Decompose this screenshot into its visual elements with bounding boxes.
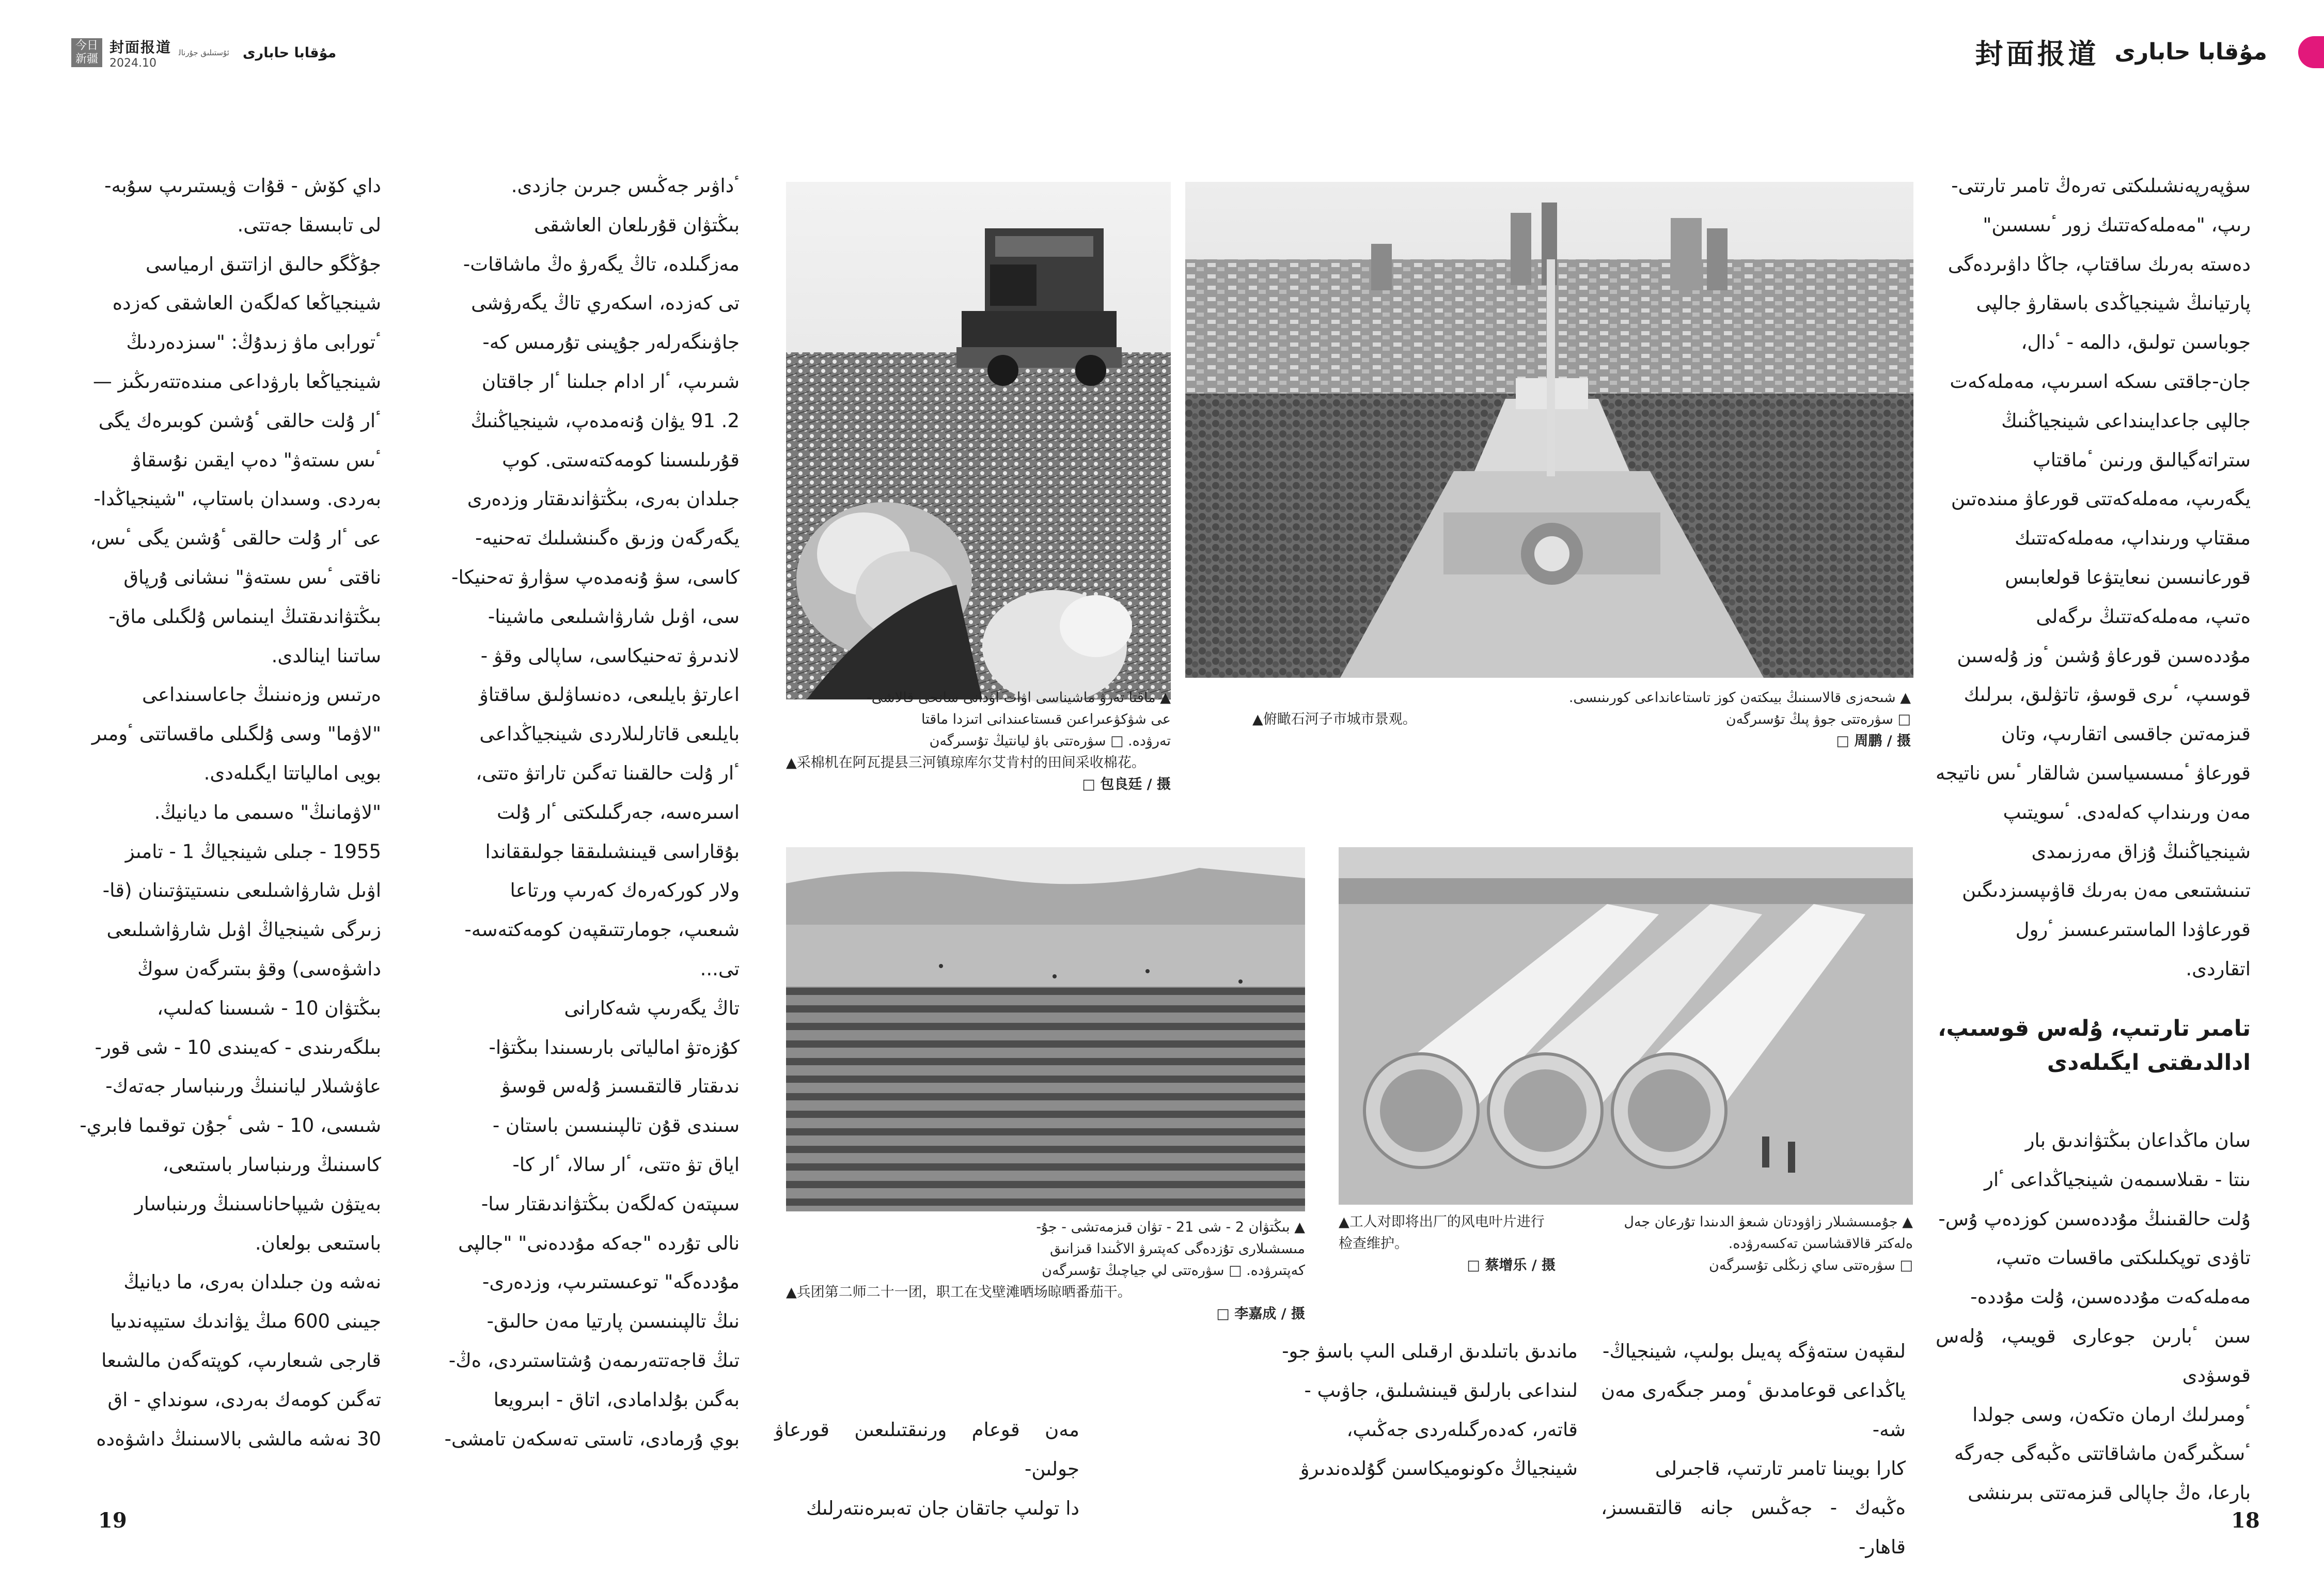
body-line: ەڭبەك - جەڭىس جانە قالتقىسىز، قاھار- <box>1601 1497 1906 1558</box>
body-line: سىندى قۇن تالپىنىسىن باستان - <box>492 1114 740 1137</box>
body-line: جوباسىن تولىق، دالمە - ٴدال، <box>2021 331 2251 354</box>
body-line: بىڭتۋاندىقتىڭ ايىنماس ۇلگىلى ماق- <box>108 605 381 628</box>
body-line: قىزمەتىن جاقسى اتقارىپ، وتان <box>2001 723 2251 745</box>
body-line: جان-جاقتى ىسكە اسىرىپ، مەملەكەت <box>1950 370 2251 393</box>
body-line: نىڭ تالپىنىسىن پارتيا مەن حالىق- <box>486 1310 740 1333</box>
wind-photo-caption <box>1339 1211 1913 1276</box>
page-number-left: 19 <box>98 1508 127 1533</box>
body-line: ﺩﺍﻱ ﻛﯚﺵ - ﻗﯘﺍﺕ ﯞﻳﺴﺘﯩﺮﯨﭗ ﺳﯘﺑﻪ- <box>104 175 381 197</box>
body-line: ٴداۋىر جەڭىس جىرىن جازدى. <box>511 175 740 197</box>
subheading-line: ادالدىقتى ايگىلەدى <box>2047 1050 2251 1076</box>
body-line: بىلگەرىندى - كەيىندى 10 - شى قور- <box>95 1036 381 1058</box>
body-line: ەرتىس وزەنىنىڭ جاعاسىنداعى <box>142 683 381 706</box>
body-line: بىڭتۋان 10 - شىسىنا كەلىپ، <box>156 997 381 1019</box>
body-column-right-top <box>1936 166 2251 1008</box>
body-line: بوي ۇرمادى، تاستى تەسكەن تامشى- <box>444 1427 740 1450</box>
caption-ug-line: ▲ شىحەزى قالاسىنىڭ بيىكتەن كوز تاستاعانداعى كورىنىسى. <box>1568 690 1911 706</box>
body-line: داشۋەسى) وقۋ بىتىرگەن سوڭ <box>137 957 381 980</box>
body-line: تاڭ يگەرىپ شەكارانى <box>564 997 740 1019</box>
body-line: يگەرگەن وزىق ەگىنشىلىك تەحنيە- <box>475 527 740 550</box>
body-column-a <box>71 166 381 1504</box>
caption-zh: ▲工人对即将出厂的风电叶片进行检查维护。 <box>1339 1214 1545 1252</box>
body-line: جالپى جاعدايىنداعى شينجياڭنىڭ <box>2001 409 2251 432</box>
body-line: سۋپەرپەنشىلىكتى تەرەڭ تامىر تارتتى- <box>1951 175 2251 197</box>
body-line: پارتيانىڭ شينجياڭدى باسقارۋ جالپى <box>1976 292 2251 315</box>
tomato-drying-field-photo <box>786 847 1305 1211</box>
body-line: تاۋدى توپكىلىكتى ماقسات ەتىپ، <box>1995 1247 2251 1269</box>
body-line: ٴىس ىستەۋ" دەپ ايقىن نۇسقاۋ <box>132 448 381 471</box>
caption-ug-line: □ سۋرەتتى ساي زىڭلى تۇسىرگەن <box>1709 1257 1913 1273</box>
section-title-ug: ﻣﯘﻗﺎﺑﺎ ﺣﺎﺑﺎﺭﻯ <box>242 44 337 61</box>
issue-date: 2024.10 <box>109 56 156 70</box>
body-line: بۇقاراسى قيىنشىلىققا جولىققاندا <box>485 840 740 863</box>
body-line: ٴار ۇلت حالقىنا تەگىن تاراتۋ ەتتى، <box>476 761 740 784</box>
body-line: زىرگى شينجياڭ اۋىل شارۋاشىلىعى <box>106 918 381 941</box>
body-line: شينجياڭنىڭ ۇزاق مەرزىمدى <box>2031 840 2251 863</box>
city-aerial-photo <box>1185 182 1913 678</box>
body-line: شىرىپ، ٴار ادام جىلىنا ٴار جاقتان <box>481 370 740 393</box>
body-line: عى ٴار ۇلت حالقى ٴۇشىن يگى ٴىس، <box>90 527 381 550</box>
body-column-right-bottom <box>1936 1121 2251 1503</box>
body-line: مۇددەسىن قورعاۋ ۇشىن ٴوز ۇلەسىن <box>1957 644 2251 667</box>
body-line: ستراتەگيالىق ورنىن ٴماقتاپ <box>2032 448 2251 471</box>
body-line: مەزگىلدە، تاڭ يگەرۋ ەڭ ماشاقات- <box>463 253 740 275</box>
subheading-line: تامىر تارتىپ، ۇلەس قوسىپ، <box>1938 1016 2251 1041</box>
body-line: كارا بويىنا تامىر تارتىپ، قاجىرلى <box>1655 1457 1906 1480</box>
cotton-harvester-photo <box>786 182 1171 699</box>
photo-credit: □ 李嘉成 / 摄 <box>1216 1306 1305 1322</box>
city-photo-caption <box>1252 687 1911 752</box>
body-line: شينجياڭعا كەلگەن العاشقى كەزدە <box>112 292 381 315</box>
photo-credit: □ 蔡增乐 / 摄 <box>1467 1257 1556 1273</box>
body-line: قارجى شىعارىپ، كوپتەگەن مالشىعا <box>101 1349 381 1372</box>
body-line: اۋىل شارۋاشىلىعى ىنستيتۋتىنان (قا- <box>102 879 381 902</box>
body-line: بارعا، ەڭ جاپالى قىزمەتتى بىرىنشى <box>1968 1482 2251 1504</box>
body-line: نالى تۇردە "جەكە مۇددەنى" "جالپى <box>458 1232 740 1254</box>
body-line: تى كەزدە، اسكەري تاڭ يگەرۋشى <box>471 292 740 315</box>
body-line: قورعاۋ ٴمىسسياسىن شالقار ٴىس ناتيجە <box>1936 761 2251 784</box>
body-line: بەگىن بۇلدامادى، اتاق - ابىرويعا <box>493 1388 740 1411</box>
body-line: اياق تۋ ەتتى، ٴار سالا، ٴار كا- <box>512 1153 740 1176</box>
caption-ug-line: تەرۋدە. □ سۋرەتتى باۋ ليانتيڭ تۇسىرگەن <box>929 733 1171 749</box>
page-number-right: 18 <box>2231 1508 2260 1533</box>
body-line: نەشە ون جىلدان بەرى، ما ديانيڭ <box>123 1271 381 1294</box>
body-line: تىنىشتىعى مەن بەرىك قاۋىپسىزدىگىن <box>1962 879 2251 902</box>
body-line: مەملەكەت مۇددەسىن، ۇلت مۇددە- <box>1970 1286 2251 1309</box>
body-line: شىسى، 10 - شى ٴجۇن توقىما فابري- <box>80 1114 381 1137</box>
section-title-ug: ﻣﯘﻗﺎﺑﺎ ﺣﺎﺑﺎﺭﻯ <box>2114 39 2267 65</box>
body-line: جۇڭگو حالىق ازاتتىق ارمياسى <box>145 253 381 275</box>
photo-credit: □ 周鹏 / 摄 <box>1836 733 1911 749</box>
body-line: ياڭداعى قوعامدىق ٴومىر جىگەرى مەن شە- <box>1601 1379 1906 1441</box>
body-line: سى، اۋىل شارۋاشىلىعى ماشينا- <box>488 605 740 628</box>
caption-ug-line: ەلەكتر قالاقشاسىن تەكسەرۋدە. <box>1728 1236 1913 1252</box>
body-line: قۇرىلىسىنا كومەكتەستى. كوپ <box>502 448 740 471</box>
body-column-c-bottom <box>775 1410 1079 1519</box>
body-line: تى... <box>700 957 740 980</box>
body-line: ماندىق باتىلدىق ارقىلى الىپ باسۋ جو- <box>1282 1340 1578 1362</box>
body-line: مىقتاپ ورىنداپ، مەملەكەتتىك <box>2015 527 2251 550</box>
body-line: تەگىن كومەك بەردى، سونداي - اق <box>107 1388 381 1411</box>
body-line: قورعاۋدا الماستىرعىسىز ٴرول <box>2015 918 2251 941</box>
body-line: ولار كوركەرەك كەرىپ ورتاعا <box>510 879 740 902</box>
body-line: كۇزەتۋ امالياتى بارىسىندا بىڭتۋا- <box>489 1036 740 1058</box>
body-line: ەتىپ، مەملەكەتتىڭ ىرگەلى <box>2036 605 2251 628</box>
body-line: ۇلت حالقىنىڭ مۇددەسىن كوزدەپ ۇس- <box>1938 1207 2251 1230</box>
caption-ug-line: ▲ بىڭتۋان 2 - شى 21 - تۋان قىزمەتشى - جۇ- <box>1036 1219 1305 1235</box>
body-line: جىلدان بەرى، بىڭتۋاندىقتار وزدەرى <box>467 488 740 510</box>
body-line: كاسى، سۋ ۇنەمدەپ سۋارۋ تەحنيكا- <box>451 566 740 588</box>
right-page-header <box>1975 32 2267 72</box>
section-title: 封面报道 <box>109 38 172 56</box>
body-line: سىن ٴبارىن جوعارى قويىپ، ۇلەس قوسۋدى <box>1936 1325 2251 1387</box>
body-line: شىعىپ، جومارتتىقپەن كومەكتەسە- <box>464 918 740 941</box>
body-line: باستىعى بولعان. <box>255 1232 381 1254</box>
left-page-header <box>71 37 336 68</box>
body-line: اعارتۋ بايلىعى، دەنساۋلىق ساقتاۋ <box>479 683 740 706</box>
body-line: دا تولىپ جاتقان جان تەبىرەنتەرلىك <box>806 1497 1079 1519</box>
section-title: 封面报道 <box>1975 37 2099 70</box>
body-line: رىپ، "مەملەكەتتىك زور ٴىسسىن" <box>1983 213 2251 236</box>
body-line: بەيتۋن شيپاحاناسىنىڭ ورىنباسار <box>134 1192 381 1215</box>
body-line: قاتەر، كەدەرگىلەردى جەڭىپ، <box>1346 1418 1578 1441</box>
section-subheading <box>1936 1011 2251 1080</box>
body-line: كاسىنىڭ ورىنباسار باستىعى، <box>162 1153 381 1176</box>
body-column-b <box>430 166 740 1504</box>
body-line: ندىقتار قالتقىسىز ۇلەس قوسۋ <box>501 1075 740 1098</box>
body-line: ناقتى ٴىس ىستەۋ" نىشانى ۇرپاق <box>123 566 381 588</box>
body-line: ٴار ۇلت حالقى ٴۇشىن كوبىرەك يگى <box>98 409 381 432</box>
body-line: عاۋشىلار ليانىنىڭ ورىنباسار جەتەك- <box>105 1075 381 1098</box>
caption-ug-line: ▲ جۇمىسشىلار زاۋودتان شىعۋ الدىندا تۇرعان جەل <box>1624 1214 1913 1230</box>
caption-zh: ▲兵团第二师二十一团，职工在戈壁滩晒场晾晒番茄干。 <box>786 1284 1132 1300</box>
body-line: قورعانىسىن نىعايتۋعا قولعابىس <box>2005 566 2251 588</box>
body-line: سىپتەن كەلگەن بىڭتۋاندىقتار سا- <box>481 1192 740 1215</box>
cotton-photo-caption <box>786 687 1171 796</box>
body-line: مەن قوعام ورنىقتىلىعىن قورعاۋ جولىن- <box>775 1419 1079 1480</box>
body-line: بىڭتۋان قۇرىلعان العاشقى <box>534 213 740 236</box>
body-line: يگەرىپ، مەملەكەتتى قورعاۋ مىندەتىن <box>1951 488 2251 510</box>
body-line: 2. 91 يۋان ۇنەمدەپ، شينجياڭنىڭ <box>470 409 740 432</box>
body-line: دەستە بەرىك ساقتاپ، جاڭا داۋىردەگى <box>1948 253 2251 275</box>
field-photo-caption <box>786 1217 1305 1325</box>
body-line: ساتىنا اينالدى. <box>271 644 381 667</box>
body-line: ٴومىرلىك ارمان ەتكەن، وسى جولدا <box>1972 1403 2251 1426</box>
body-line: اسىرەسە، جەرگىلىكتى ٴار ۇلت <box>497 801 740 823</box>
body-line: سان ماڭداعان بىڭتۋاندىق بار <box>2025 1129 2251 1151</box>
body-line: بەردى. وسىدان باستاپ، "شينجياڭدا- <box>93 488 381 510</box>
magazine-logo: 今日新疆 <box>71 38 102 67</box>
body-line: مەن ورىنداپ كەلەدى. ٴسويتىپ <box>2003 801 2251 823</box>
body-line: بايلىعى قاتارلىلاردى شينجياڭداعى <box>479 723 740 745</box>
caption-ug-line: مىسشىلارى تۇزدەگى كەپتىرۋ الاڭىندا قىزانىق <box>1049 1241 1305 1257</box>
caption-ug-line: عى شۋكۋعىراعىن قىستاعىندانى اتىزدا ماقتا <box>921 711 1171 727</box>
section-tab-marker <box>2298 36 2324 68</box>
body-column-right-mid <box>1601 1332 1906 1558</box>
body-line: مۇددەگە" توعىستىرىپ، وزدەرى- <box>482 1271 740 1294</box>
caption-ug-line: ▲ ماقتا تەرۋ ماشيناسى اۋات اۋدانى سانحى قالاشى- <box>866 690 1171 706</box>
body-line: لىقپەن ستەۋگە پەيىل بولىپ، شينجياڭ- <box>1603 1340 1906 1362</box>
body-line: اتقاردى. <box>2186 957 2251 980</box>
caption-ug-line: كەپتىرۋدە. □ سۋرەتتى لي جياچىڭ تۇسىرگەن <box>1042 1263 1305 1279</box>
photo-credit: □ 包良廷 / 摄 <box>1082 776 1171 792</box>
body-line: لى تابىسقا جەتتى. <box>237 213 381 236</box>
body-line: "لاۋما" وسى ۇلگىلى ماقساتتى ٴومىر <box>91 723 381 745</box>
wind-turbine-blades-photo <box>1339 847 1913 1205</box>
body-line: ٴتورابى ماۋ زىدۇڭ: "سىزدەردىڭ <box>126 331 381 354</box>
body-line: شينجياڭ ەكونوميكاسىن گۇلدەندىرۋ <box>1300 1457 1578 1480</box>
body-line: قوسىپ، ٴىرى قوسۋ، تاتۋلىق، بىرلىك <box>1964 683 2251 706</box>
body-column-right-inner <box>1242 1332 1578 1497</box>
body-line: بويى امالياتتا ايگىلەدى. <box>203 761 381 784</box>
body-line: ٴسىڭىرگەن ماشاقاتتى ەڭبەگى جەرگە <box>1954 1442 2251 1465</box>
body-line: لىنداعى بارلىق قيىنشىلىق، جاۋىپ - <box>1304 1379 1578 1402</box>
caption-zh: ▲俯瞰石河子市城市景观。 <box>1252 711 1417 727</box>
body-line: "لاۋمانىڭ" ەسىمى ما ديانيڭ. <box>154 801 381 823</box>
body-line: جيىنى 600 مىڭ يۋاندىك ستيپەندىيا <box>110 1310 381 1333</box>
body-line: لاندىرۋ تەحنيكاسى، ساپالى وقۋ - <box>480 644 740 667</box>
body-line: شينجياڭعا بارۋداعى مىندەتتەرىڭىز — <box>92 370 381 393</box>
caption-zh: ▲采棉机在阿瓦提县三河镇琼库尔艾肯村的田间采收棉花。 <box>786 755 1145 771</box>
caption-ug-line: □ سۋرەتتى جوۋ پىڭ تۇسىرگەن <box>1725 711 1911 727</box>
body-line: 1955 - جىلى شينجياڭ 1 - تامىز <box>125 840 381 863</box>
body-line: ىنتا - ىقىلاسىمەن شينجياڭداعى ٴار <box>1984 1168 2251 1191</box>
body-line: 30 نەشە مالشى بالاسىنىڭ داشۋەدە <box>96 1427 381 1450</box>
body-line: جاۋىنگەرلەر جۇپىنى تۇرمىس كە- <box>482 331 740 354</box>
body-line: تىڭ قاجەتتەرىمەن ۇشتاستىردى، ەڭ- <box>448 1349 740 1372</box>
header-small-text: ﺋﯘﺳﺘﯩﻠﯩﻖ ﺟﯘﺭﻧﺎﻟ <box>179 48 229 57</box>
